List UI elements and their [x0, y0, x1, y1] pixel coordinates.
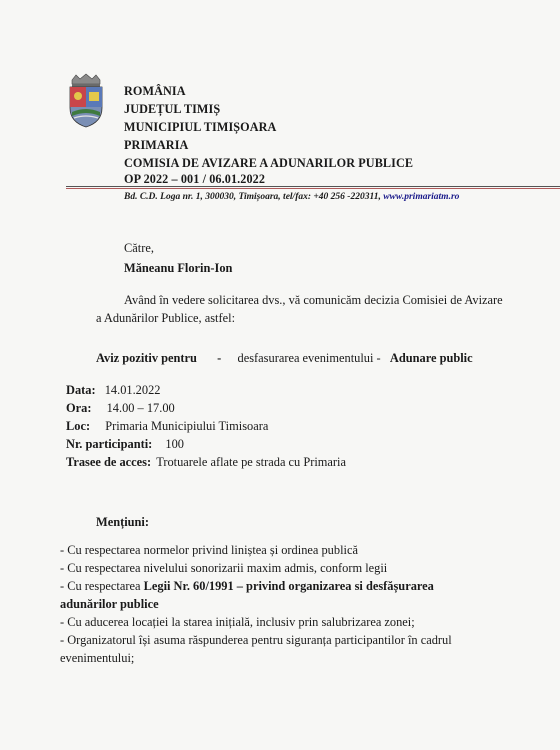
intro-line-1: Având în vedere solicitarea dvs., vă comunicăm decizia Comisiei de Avizare	[124, 293, 503, 307]
header-document-number: OP 2022 – 001 / 06.01.2022	[124, 172, 266, 186]
detail-location	[66, 419, 268, 434]
detail-time-label: Ora:	[66, 401, 92, 415]
detail-date-label: Data:	[66, 383, 96, 397]
detail-access-value: Trotuarele aflate pe strada cu Primaria	[156, 455, 347, 469]
mention-item-4: - Cu aducerea locației la starea inițială, inclusiv prin salubrizarea zonei;	[60, 615, 415, 629]
detail-access-routes	[66, 455, 346, 470]
mention-item-3	[60, 579, 434, 594]
header-institution: PRIMARIA	[124, 138, 189, 152]
decision-dash: -	[217, 351, 222, 365]
detail-date	[66, 383, 160, 398]
address-text: Bd. C.D. Loga nr. 1, 300030, Timișoara, tel/fax: +40 256 -220311,	[124, 192, 381, 202]
detail-date-value: 14.01.2022	[104, 383, 161, 397]
decision-line	[96, 351, 473, 366]
header-rule	[66, 186, 560, 187]
mention-item-1: - Cu respectarea normelor privind liniștea și ordinea publică	[60, 543, 358, 557]
detail-time	[66, 401, 175, 416]
detail-location-value: Primaria Municipiului Timisoara	[105, 419, 269, 433]
mention-item-3-prefix: - Cu respectarea	[60, 579, 141, 593]
mention-item-2: - Cu respectarea nivelului sonorizarii maxim admis, conform legii	[60, 561, 388, 575]
header-commission: COMISIA DE AVIZARE A ADUNARILOR PUBLICE	[124, 156, 414, 170]
intro-line-2: a Adunărilor Publice, astfel:	[96, 311, 236, 325]
decision-event: Adunare public	[389, 351, 473, 365]
mention-item-5: - Organizatorul își asuma răspunderea pentru siguranța participantilor în cadrul	[60, 633, 452, 647]
header-rule-accent	[66, 188, 560, 189]
detail-location-label: Loc:	[66, 419, 91, 433]
mention-item-5-continuation: evenimentului;	[60, 651, 135, 665]
mentions-title: Mențiuni:	[96, 515, 150, 529]
detail-participants	[66, 437, 184, 452]
detail-access-label: Trasee de acces:	[66, 455, 152, 469]
coat-of-arms-icon	[66, 72, 106, 128]
header-county: JUDEȚUL TIMIȘ	[124, 102, 221, 116]
mention-item-3-law: Legii Nr. 60/1991 – privind organizarea si desfășurarea	[143, 579, 434, 593]
mention-item-3-continuation: adunărilor publice	[60, 597, 159, 611]
detail-time-value: 14.00 – 17.00	[106, 401, 175, 415]
institution-address	[124, 192, 459, 202]
detail-participants-label: Nr. participanti:	[66, 437, 153, 451]
recipient-name: Măneanu Florin-Ion	[124, 261, 233, 275]
recipient-label: Către,	[124, 241, 154, 255]
decision-middle: desfasurarea evenimentului -	[237, 351, 381, 365]
decision-aviz: Aviz pozitiv pentru	[96, 351, 197, 365]
header-municipality: MUNICIPIUL TIMIȘOARA	[124, 120, 277, 134]
header-country: ROMÂNIA	[124, 84, 186, 98]
detail-participants-value: 100	[165, 437, 184, 451]
website-link[interactable]: www.primariatm.ro	[383, 192, 460, 202]
